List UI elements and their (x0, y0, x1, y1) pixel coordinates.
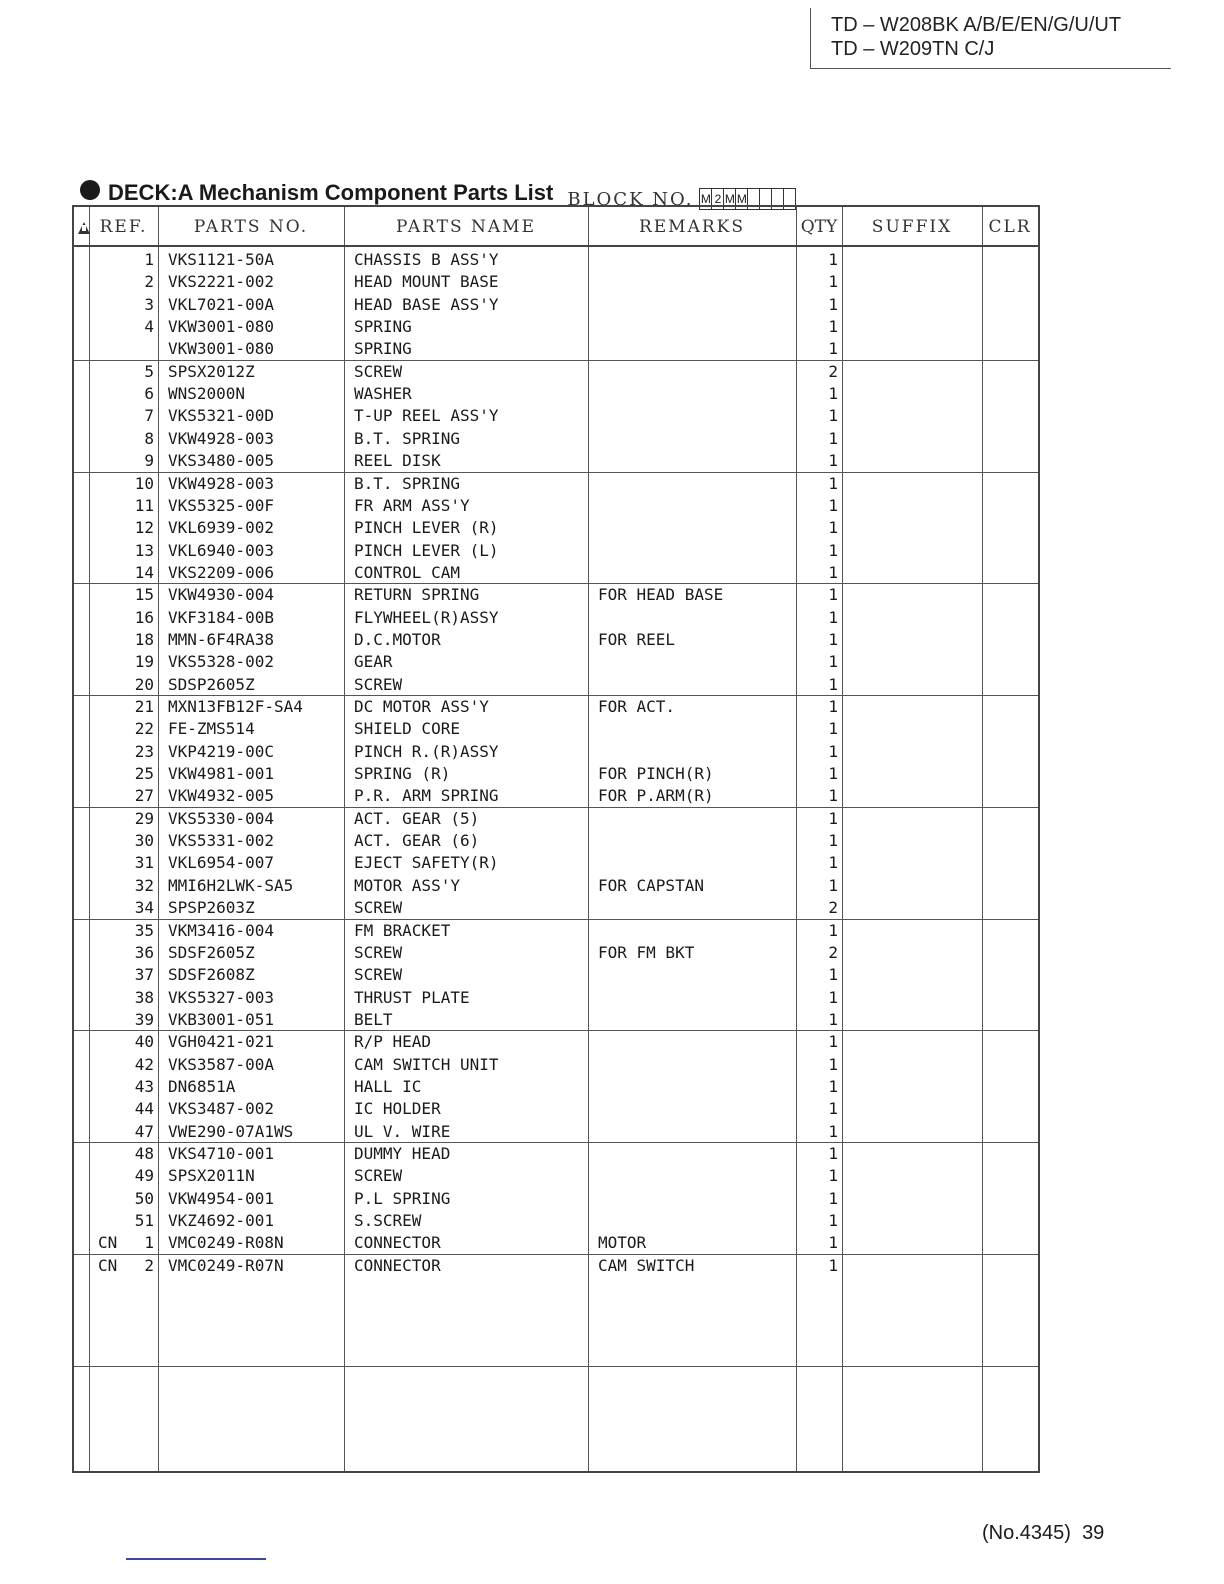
col-divider (842, 207, 843, 1471)
part-name: CHASSIS B ASS'Y (354, 250, 499, 269)
part-remarks (598, 473, 796, 495)
part-remarks: FOR FM BKT (598, 942, 695, 962)
ref-number: 10 (134, 473, 154, 493)
part-qty: 2 (828, 942, 838, 962)
part-remarks: FOR ACT. (598, 697, 676, 716)
part-qty: 1 (828, 518, 838, 538)
part-remarks (598, 1054, 796, 1076)
part-name: R/P HEAD (354, 1032, 432, 1052)
part-name: ACT. GEAR (6) (354, 831, 480, 851)
part-qty: 1 (828, 987, 838, 1007)
part-qty: 1 (828, 965, 838, 985)
part-name: SCREW (354, 898, 403, 918)
part-qty: 1 (828, 652, 838, 672)
ref-number: 22 (134, 719, 154, 739)
part-name: SCREW (354, 361, 403, 381)
bottom-rule (126, 1558, 266, 1560)
part-name: PINCH LEVER (L) (354, 540, 499, 560)
ref-number: 37 (134, 965, 154, 985)
part-remarks (598, 405, 796, 427)
part-qty: 1 (828, 764, 838, 784)
part-qty: 1 (828, 875, 838, 895)
part-remarks (598, 607, 796, 629)
part-number: VKZ4692-001 (168, 1211, 274, 1231)
part-qty: 1 (828, 406, 838, 426)
part-qty: 1 (828, 629, 838, 649)
ref-number: 1 (144, 1233, 154, 1253)
part-number: VKS3480-005 (168, 451, 274, 471)
part-number: DN6851A (168, 1076, 236, 1096)
part-number: VKW4928-003 (168, 428, 274, 448)
part-number: VKM3416-004 (168, 920, 274, 940)
part-remarks: FOR REEL (598, 629, 676, 649)
part-name: SCREW (354, 1166, 403, 1186)
part-name: SHIELD CORE (354, 719, 460, 739)
ref-number: 4 (144, 317, 154, 337)
ref-number: 43 (134, 1076, 154, 1096)
part-qty: 1 (828, 786, 838, 806)
ref-number: 34 (134, 898, 154, 918)
part-remarks (598, 718, 796, 740)
ref-number: 36 (134, 942, 154, 962)
part-remarks: FOR CAPSTAN (598, 875, 704, 895)
model-header (810, 8, 1171, 69)
part-remarks (598, 830, 796, 852)
part-qty: 1 (828, 495, 838, 515)
part-remarks (598, 383, 796, 405)
group-divider (74, 1142, 1038, 1143)
part-number: VKS3487-002 (168, 1099, 274, 1119)
part-name: EJECT SAFETY(R) (354, 853, 499, 873)
part-name: D.C.MOTOR (354, 629, 441, 649)
block-number-label: BLOCK NO. (567, 189, 694, 210)
part-number: VKS5325-00F (168, 495, 274, 515)
part-remarks (598, 964, 796, 986)
part-qty: 1 (828, 719, 838, 739)
part-name: DC MOTOR ASS'Y (354, 697, 489, 716)
part-remarks (598, 1031, 796, 1053)
part-name: RETURN SPRING (354, 585, 480, 605)
part-qty: 1 (828, 1076, 838, 1096)
part-number: VKL6940-003 (168, 540, 274, 560)
section-title (80, 166, 796, 210)
part-number: VMC0249-R08N (168, 1233, 284, 1253)
block-code-cell: M (700, 189, 712, 209)
part-name: HEAD MOUNT BASE (354, 272, 499, 292)
part-qty: 1 (828, 1188, 838, 1208)
ref-number: 50 (134, 1188, 154, 1208)
doc-number: (No.4345) (982, 1522, 1071, 1544)
part-number: VKP4219-00C (168, 741, 274, 761)
ref-number (114, 338, 154, 360)
col-header-parts-no: PARTS NO. (193, 217, 309, 237)
part-name: CONTROL CAM (354, 562, 460, 582)
part-remarks (598, 562, 796, 584)
part-number: SPSP2603Z (168, 898, 255, 918)
part-remarks: MOTOR (598, 1233, 647, 1253)
ref-number: 7 (144, 406, 154, 426)
part-remarks (598, 1188, 796, 1210)
part-qty: 1 (828, 250, 838, 269)
part-qty: 1 (828, 1211, 838, 1231)
part-number: VKS5330-004 (168, 808, 274, 828)
part-number: VKW3001-080 (168, 317, 274, 337)
part-name: PINCH R.(R)ASSY (354, 741, 499, 761)
part-remarks: FOR P.ARM(R) (598, 786, 714, 806)
ref-number: 31 (134, 853, 154, 873)
ref-number: 21 (134, 697, 154, 716)
part-remarks (598, 249, 796, 271)
part-remarks (598, 741, 796, 763)
ref-number: 49 (134, 1166, 154, 1186)
part-number: VKS4710-001 (168, 1144, 274, 1163)
part-name: SCREW (354, 965, 403, 985)
part-name: P.R. ARM SPRING (354, 786, 499, 806)
part-qty: 2 (828, 898, 838, 918)
ref-number: 6 (144, 384, 154, 404)
part-qty: 1 (828, 1255, 838, 1275)
ref-number: 32 (134, 875, 154, 895)
part-number: SPSX2012Z (168, 361, 255, 381)
ref-number: 2 (144, 1255, 154, 1275)
group-divider (74, 695, 1038, 696)
col-divider (89, 207, 90, 1471)
part-number: VKS2221-002 (168, 272, 274, 292)
part-number: VKW4930-004 (168, 585, 274, 605)
part-number: VKW4981-001 (168, 764, 274, 784)
part-name: S.SCREW (354, 1211, 422, 1231)
part-number: VKW4928-003 (168, 473, 274, 493)
ref-number: 47 (134, 1121, 154, 1141)
part-remarks: FOR PINCH(R) (598, 764, 714, 784)
part-qty: 1 (828, 1121, 838, 1141)
part-remarks (598, 897, 796, 919)
header-divider (74, 245, 1038, 247)
part-qty: 1 (828, 428, 838, 448)
part-remarks (598, 920, 796, 942)
part-qty: 1 (828, 1099, 838, 1119)
part-number: FE-ZMS514 (168, 719, 255, 739)
parts-table (72, 205, 1040, 1473)
part-qty: 1 (828, 317, 838, 337)
ref-number: 23 (134, 741, 154, 761)
part-name: ACT. GEAR (5) (354, 808, 480, 828)
part-remarks (598, 271, 796, 293)
col-header-ref: REF. (99, 217, 148, 237)
ref-number: 13 (134, 540, 154, 560)
page-number (982, 1522, 1104, 1545)
part-remarks (598, 517, 796, 539)
page-num: 39 (1082, 1522, 1105, 1544)
part-qty: 1 (828, 1166, 838, 1186)
model-line-2: TD – W209TN C/J (831, 38, 995, 60)
group-divider (74, 472, 1038, 473)
ref-number: 42 (134, 1054, 154, 1074)
part-name: CONNECTOR (354, 1255, 441, 1275)
col-divider (158, 207, 159, 1471)
part-number: VKS1121-50A (168, 250, 274, 269)
part-name: PINCH LEVER (R) (354, 518, 499, 538)
part-number: VKS2209-006 (168, 562, 274, 582)
part-remarks (598, 361, 796, 383)
part-remarks (598, 1009, 796, 1031)
part-qty: 1 (828, 1009, 838, 1029)
bullet-icon (80, 180, 100, 200)
part-qty: 1 (828, 808, 838, 828)
part-remarks: CAM SWITCH (598, 1255, 695, 1275)
ref-number: 44 (134, 1099, 154, 1119)
ref-number: 18 (134, 629, 154, 649)
part-name: SPRING (R) (354, 764, 451, 784)
ref-prefix: CN (98, 1255, 118, 1275)
part-qty: 1 (828, 294, 838, 314)
part-remarks (598, 540, 796, 562)
part-qty: 1 (828, 1054, 838, 1074)
part-remarks (598, 674, 796, 696)
ref-number: 27 (134, 786, 154, 806)
part-remarks (598, 338, 796, 360)
part-name: GEAR (354, 652, 393, 672)
ref-number: 14 (134, 562, 154, 582)
part-remarks (598, 651, 796, 673)
part-number: VKL6939-002 (168, 518, 274, 538)
part-qty: 1 (828, 451, 838, 471)
part-qty: 1 (828, 607, 838, 627)
ref-number: 29 (134, 808, 154, 828)
part-name: T-UP REEL ASS'Y (354, 406, 499, 426)
part-remarks: FOR HEAD BASE (598, 585, 724, 605)
part-qty: 1 (828, 585, 838, 605)
part-qty: 1 (828, 697, 838, 716)
part-remarks (598, 1165, 796, 1187)
part-number: WNS2000N (168, 384, 246, 404)
part-number: VWE290-07A1WS (168, 1121, 294, 1141)
ref-number: 15 (134, 585, 154, 605)
part-remarks (598, 1143, 796, 1165)
col-header-clr: CLR (988, 217, 1032, 237)
ref-number: 11 (134, 495, 154, 515)
part-name: SPRING (354, 317, 412, 337)
part-qty: 1 (828, 920, 838, 940)
part-name: REEL DISK (354, 451, 441, 471)
col-divider (344, 207, 345, 1471)
part-number: VGH0421-021 (168, 1032, 274, 1052)
ref-number: 2 (144, 272, 154, 292)
ref-number: 19 (134, 652, 154, 672)
group-divider (74, 1366, 1038, 1367)
part-qty: 1 (828, 831, 838, 851)
part-qty: 1 (828, 562, 838, 582)
part-number: VKS5327-003 (168, 987, 274, 1007)
ref-number: 12 (134, 518, 154, 538)
part-name: FM BRACKET (354, 920, 451, 940)
part-qty: 1 (828, 1233, 838, 1253)
part-number: MXN13FB12F-SA4 (168, 697, 303, 716)
col-header-qty: QTY (800, 217, 838, 237)
ref-number: 25 (134, 764, 154, 784)
part-name: B.T. SPRING (354, 473, 460, 493)
part-name: WASHER (354, 384, 412, 404)
part-name: BELT (354, 1009, 393, 1029)
part-number: VKS5331-002 (168, 831, 274, 851)
part-number: VKL7021-00A (168, 294, 274, 314)
part-number: VKW4932-005 (168, 786, 274, 806)
part-remarks (598, 428, 796, 450)
col-header-remarks: REMARKS (638, 217, 746, 237)
part-number: SDSP2605Z (168, 674, 255, 694)
ref-number: 3 (144, 294, 154, 314)
part-remarks (598, 316, 796, 338)
part-remarks (598, 987, 796, 1009)
part-remarks (598, 852, 796, 874)
part-name: THRUST PLATE (354, 987, 470, 1007)
part-name: SCREW (354, 942, 403, 962)
ref-number: 48 (134, 1144, 154, 1163)
part-qty: 1 (828, 853, 838, 873)
part-remarks (598, 495, 796, 517)
part-number: VKF3184-00B (168, 607, 274, 627)
group-divider (74, 583, 1038, 584)
group-divider (74, 1030, 1038, 1031)
col-divider (982, 207, 983, 1471)
part-remarks (598, 294, 796, 316)
part-qty: 1 (828, 384, 838, 404)
part-number: VMC0249-R07N (168, 1255, 284, 1275)
part-number: SPSX2011N (168, 1166, 255, 1186)
ref-number: 51 (134, 1211, 154, 1231)
part-name: CAM SWITCH UNIT (354, 1054, 499, 1074)
part-name: P.L SPRING (354, 1188, 451, 1208)
ref-number: 1 (144, 250, 154, 269)
part-remarks (598, 1121, 796, 1143)
group-divider (74, 1254, 1038, 1255)
part-remarks (598, 450, 796, 472)
part-number: VKW4954-001 (168, 1188, 274, 1208)
ref-number: 16 (134, 607, 154, 627)
part-number: MMI6H2LWK-SA5 (168, 875, 294, 895)
part-number: VKS5321-00D (168, 406, 274, 426)
part-remarks (598, 808, 796, 830)
part-name: MOTOR ASS'Y (354, 875, 460, 895)
title-text: DECK:A Mechanism Component Parts List (108, 180, 554, 205)
part-qty: 1 (828, 473, 838, 493)
ref-number: 9 (144, 451, 154, 471)
part-name: FLYWHEEL(R)ASSY (354, 607, 499, 627)
block-code-cell: 2 (712, 189, 724, 209)
col-divider (588, 207, 589, 1471)
part-name: CONNECTOR (354, 1233, 441, 1253)
part-remarks (598, 1098, 796, 1120)
part-name: FR ARM ASS'Y (354, 495, 470, 515)
ref-number: 5 (144, 361, 154, 381)
part-name: SCREW (354, 674, 403, 694)
ref-number: 40 (134, 1032, 154, 1052)
ref-number: 30 (134, 831, 154, 851)
part-qty: 1 (828, 1144, 838, 1163)
part-number: VKS5328-002 (168, 652, 274, 672)
part-name: DUMMY HEAD (354, 1144, 451, 1163)
part-qty: 1 (828, 540, 838, 560)
group-divider (74, 807, 1038, 808)
part-remarks (598, 1076, 796, 1098)
part-number: VKB3001-051 (168, 1009, 274, 1029)
part-qty: 2 (828, 361, 838, 381)
group-divider (74, 919, 1038, 920)
ref-number: 39 (134, 1009, 154, 1029)
part-qty: 1 (828, 741, 838, 761)
part-remarks (598, 1210, 796, 1232)
part-name: IC HOLDER (354, 1099, 441, 1119)
col-header-suffix: SUFFIX (871, 217, 953, 237)
ref-prefix: CN (98, 1233, 118, 1253)
block-code-cell: M (724, 189, 736, 209)
part-qty: 1 (828, 339, 838, 359)
part-number: MMN-6F4RA38 (168, 629, 274, 649)
col-header-parts-name: PARTS NAME (395, 217, 536, 237)
part-number: VKW3001-080 (168, 339, 274, 359)
part-name: SPRING (354, 339, 412, 359)
part-number: SDSF2605Z (168, 942, 255, 962)
model-line-1: TD – W208BK A/B/E/EN/G/U/UT (831, 14, 1122, 36)
group-divider (74, 360, 1038, 361)
block-code-cell: M (736, 189, 748, 209)
ref-number: 8 (144, 428, 154, 448)
ref-number: 20 (134, 674, 154, 694)
part-name: HALL IC (354, 1076, 422, 1096)
part-qty: 1 (828, 674, 838, 694)
part-number: SDSF2608Z (168, 965, 255, 985)
part-name: HEAD BASE ASS'Y (354, 294, 499, 314)
part-name: UL V. WIRE (354, 1121, 451, 1141)
part-number: VKS3587-00A (168, 1054, 274, 1074)
part-qty: 1 (828, 272, 838, 292)
part-name: B.T. SPRING (354, 428, 460, 448)
ref-number: 38 (134, 987, 154, 1007)
part-qty: 1 (828, 1032, 838, 1052)
ref-number: 35 (134, 920, 154, 940)
part-number: VKL6954-007 (168, 853, 274, 873)
